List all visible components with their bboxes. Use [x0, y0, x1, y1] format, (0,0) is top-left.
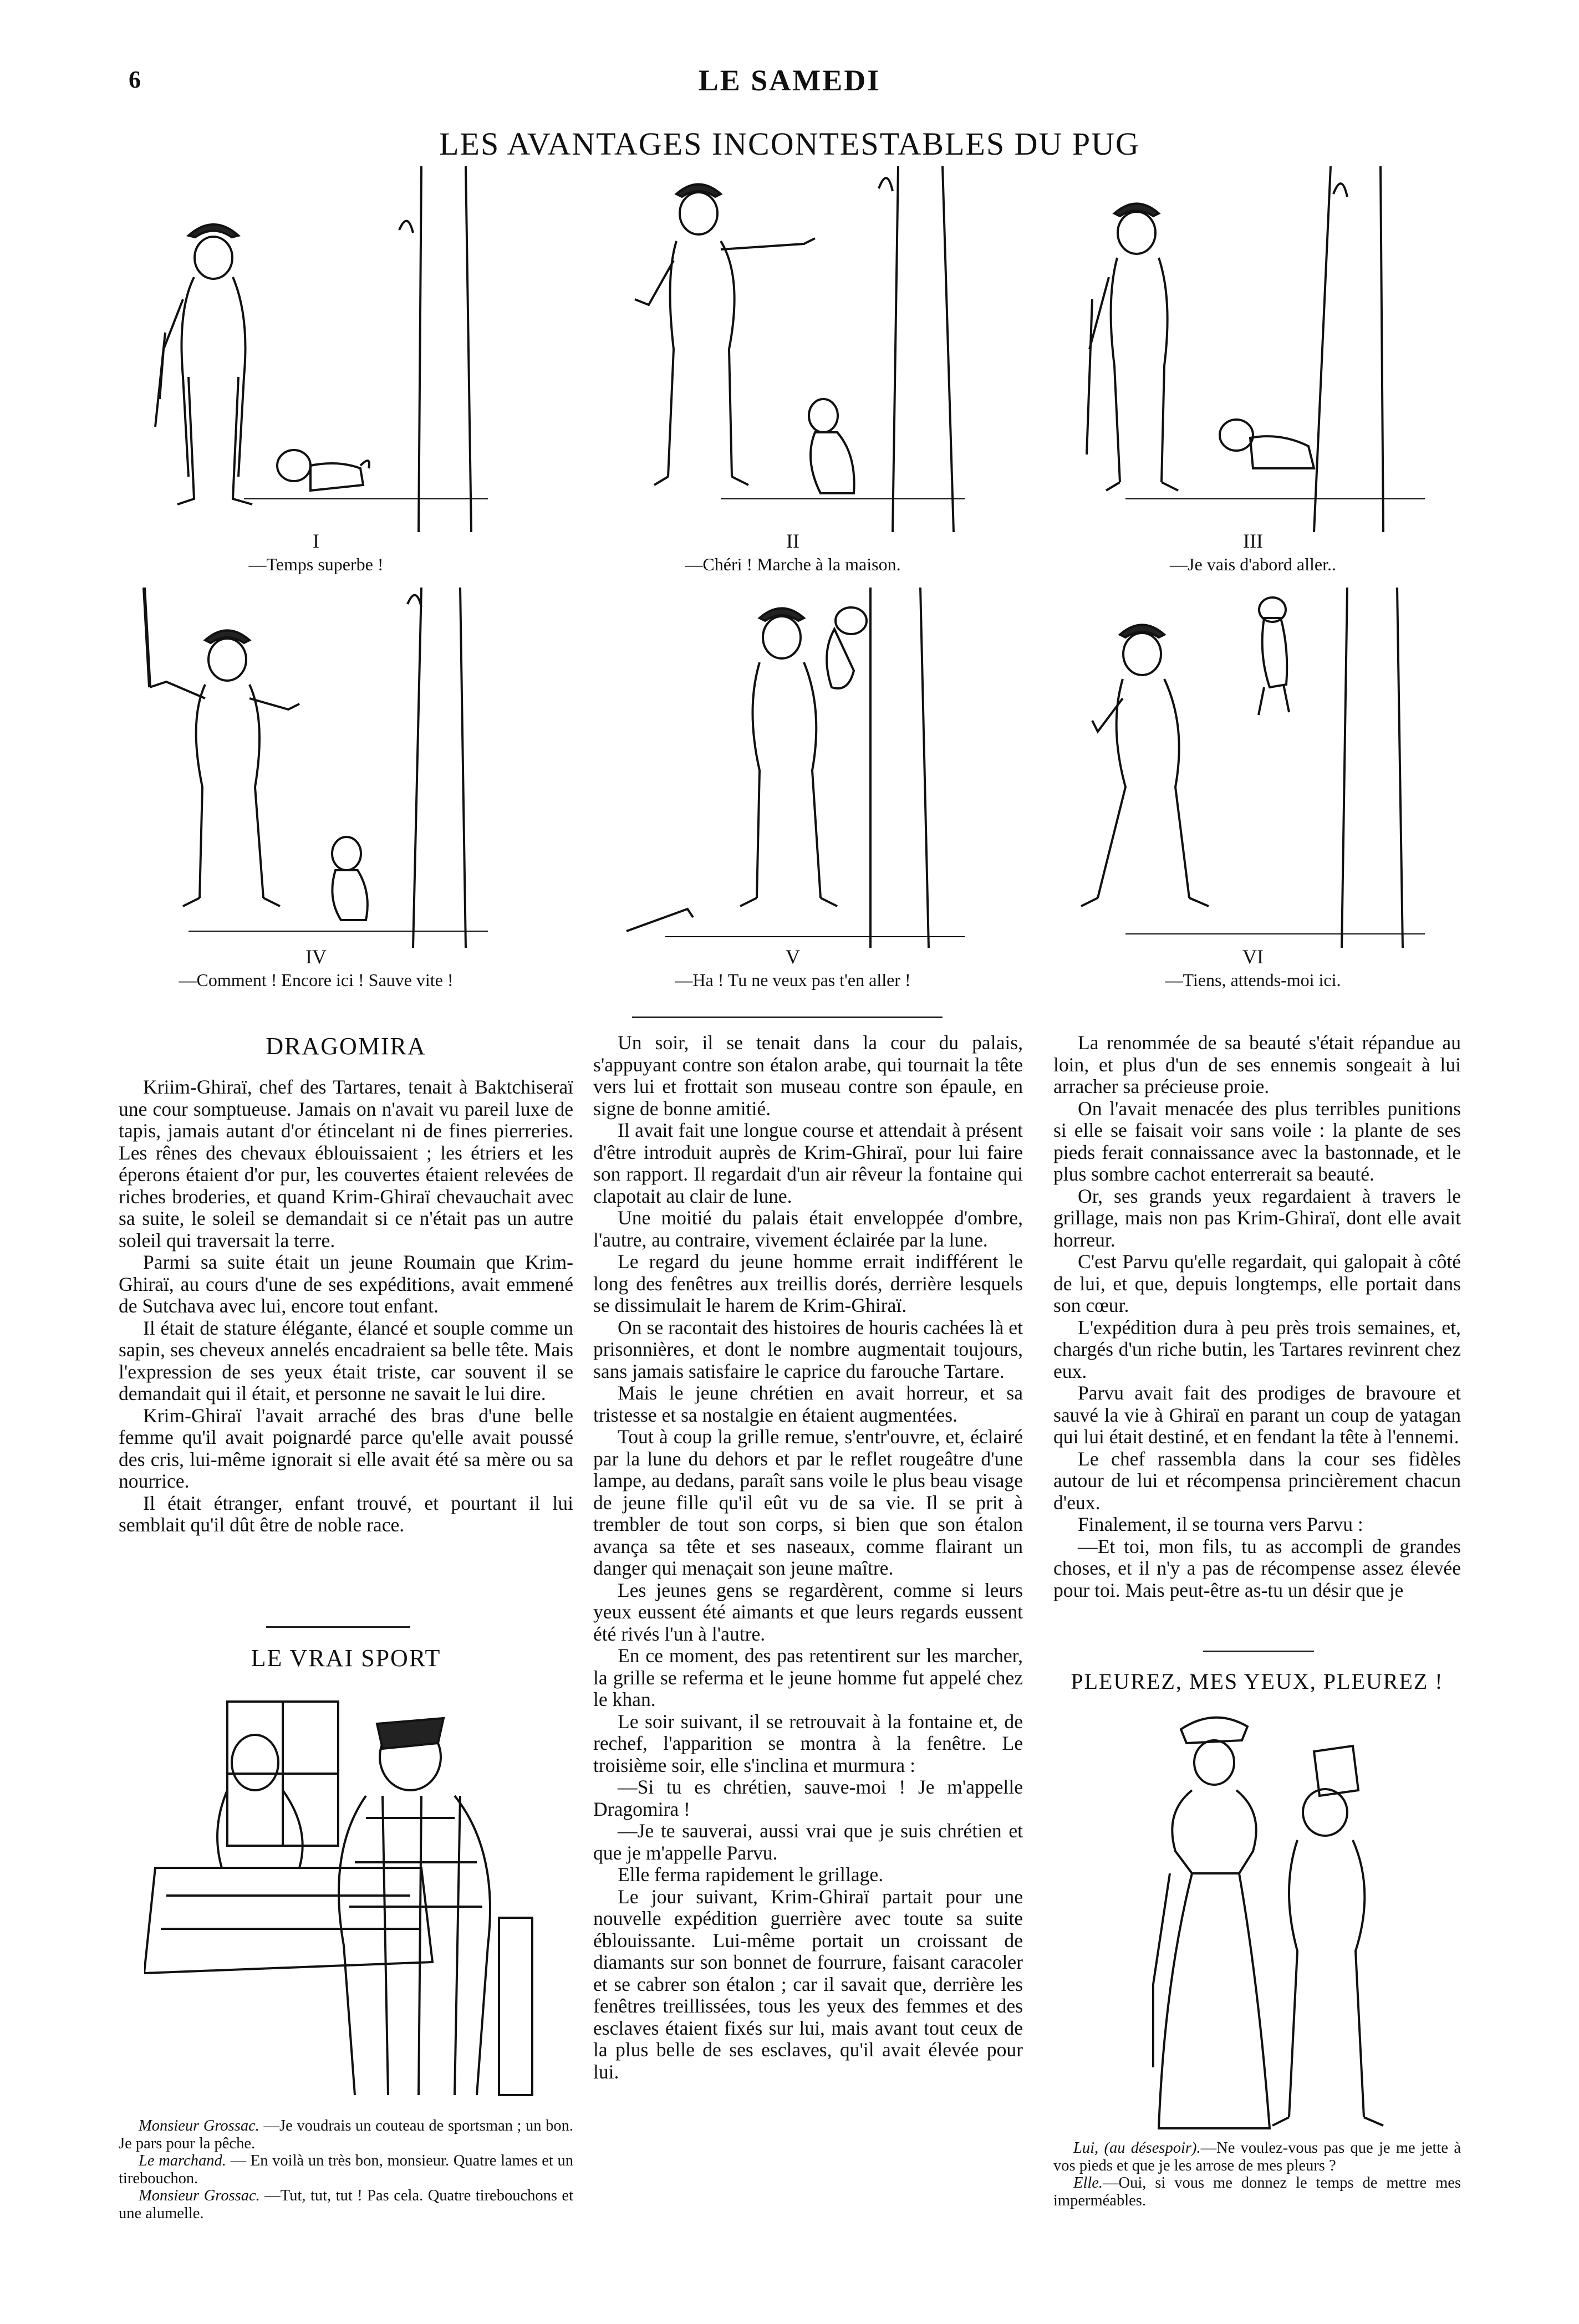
panel-4-drawing [133, 588, 499, 948]
paragraph: —Je te sauverai, aussi vrai que je suis chrétien et que je m'appelle Parvu. [593, 1820, 1023, 1864]
panel-6-drawing [1070, 588, 1436, 948]
comic-panel-2 [610, 166, 976, 574]
speaker: Monsieur Grossac. [139, 2117, 259, 2134]
speaker: Le marchand. [139, 2152, 226, 2169]
paragraph: Un soir, il se tenait dans la cour du palais, s'appuyant contre son étalon arabe, qui tournait la tête vers lui et frottait son museau contre son épaule, en signe de bonne amitié. [593, 1031, 1023, 1120]
paragraph: On l'avait menacée des plus terribles punitions si elle se faisait voir sans voile : la plante de ses pieds ferait connaissance avec la bastonnade, et le plus sombre cachot enterrerait sa beauté. [1053, 1097, 1461, 1185]
panel-5-caption: —Ha ! Tu ne veux pas t'en aller ! [675, 970, 911, 990]
panel-3-number: III [1243, 530, 1263, 552]
comic-strip-title: LES AVANTAGES INCONTESTABLES DU PUG [439, 126, 1140, 162]
story-title: DRAGOMIRA [266, 1033, 426, 1060]
stage-note: (au désespoir). [1104, 2139, 1201, 2157]
page-number: 6 [129, 66, 141, 93]
story-column-2 [593, 1032, 1023, 2083]
paragraph: Il était de stature élégante, élancé et souple comme un sapin, ses cheveux annelés encadraient sa belle tête. Mais l'expression de ses yeux était triste, car souvent il se demandait qui il était, et personne ne savait le lui dire. [119, 1316, 573, 1404]
vrai-sport-caption [119, 2117, 573, 2222]
paragraph: Mais le jeune chrétien en avait horreur, et sa tristesse et sa nostalgie en étaient augmentées. [593, 1382, 1023, 1426]
paragraph: Elle ferma rapidement le grillage. [618, 1863, 884, 1886]
paragraph: Le chef rassembla dans la cour ses fidèles autour de lui et récompensa princièrement chacun d'eux. [1053, 1447, 1461, 1514]
paragraph: Parvu avait fait des prodiges de bravoure et sauvé la vie à Ghiraï en parant un coup de yatagan qui lui était destiné, et en fendant la tête à l'ennemi. [1053, 1382, 1461, 1448]
paragraph: Les jeunes gens se regardèrent, comme si leurs yeux eussent été aimants et que leurs regards eussent été rivés l'un à l'autre. [593, 1579, 1023, 1645]
panel-2-caption: —Chéri ! Marche à la maison. [685, 554, 901, 574]
comic-panel-3 [1070, 166, 1436, 574]
paragraph: L'expédition dura à peu près trois semaines, et, chargés d'un riche butin, les Tartares revinrent chez eux. [1053, 1316, 1461, 1382]
story-column-3 [1053, 1032, 1461, 1601]
panel-5-number: V [786, 946, 800, 968]
paragraph: C'est Parvu qu'elle regardait, qui galopait à côté de lui, et que, depuis longtemps, elle portait dans son cœur. [1053, 1250, 1461, 1316]
panel-2-drawing [610, 166, 976, 532]
panel-5-drawing [610, 588, 976, 948]
dialogue: —Tut, tut, tut ! Pas cela. Quatre tirebouchons et une alumelle. [119, 2187, 573, 2222]
paragraph: Krim-Ghiraï l'avait arraché des bras d'une belle femme qu'il avait poignardé parce qu'elle avait poussé des cris, lui-même ignorait si elle avait été sa mère ou sa nourrice. [119, 1404, 573, 1492]
comic-panel-6 [1070, 588, 1436, 998]
story-column-1 [119, 1076, 573, 1536]
separator-rule [1203, 1651, 1314, 1652]
panel-1-number: I [313, 530, 319, 552]
paragraph: Tout à coup la grille remue, s'entr'ouvre, et, éclairé par la lune du dehors et par le reflet rougeâtre d'une lampe, au dedans, paraît sans voile le plus beau visage de jeune fille qu'il eût vu de sa vie. Il se prit à trembler de tout son corps, si bien que son étalon avança sa tête et ses naseaux, comme flairant un danger qui menaçait son jeune maître. [593, 1426, 1023, 1579]
comic-panel-4 [133, 588, 499, 998]
pleurez-caption [1053, 2139, 1461, 2209]
speaker: Lui, [1073, 2139, 1099, 2157]
paragraph: En ce moment, des pas retentirent sur les marcher, la grille se referma et le jeune homme fut appelé chez le khan. [593, 1644, 1023, 1710]
pleurez-illustration [1131, 1707, 1419, 2134]
paragraph: Parmi sa suite était un jeune Roumain que Krim-Ghiraï, au cours d'une de ses expéditions, avait emmené de Sutchava avec lui, encore tout enfant. [119, 1251, 573, 1317]
panel-2-number: II [786, 530, 799, 552]
vrai-sport-title: LE VRAI SPORT [251, 1644, 441, 1672]
panel-6-caption: —Tiens, attends-moi ici. [1165, 970, 1341, 990]
comic-panel-5 [610, 588, 976, 998]
paragraph: Le regard du jeune homme errait indifférent le long des fenêtres aux treillis dorés, derrière lesquels se dissimulait le harem de Krim-Ghiraï. [593, 1250, 1023, 1316]
panel-3-drawing [1070, 166, 1436, 532]
pleurez-title: PLEUREZ, MES YEUX, PLEUREZ ! [1071, 1669, 1444, 1694]
paragraph: On se racontait des histoires de houris cachées là et prisonnières, et dont le nombre augmentait toujours, sans jamais satisfaire le caprice du farouche Tartare. [593, 1316, 1023, 1382]
panel-6-number: VI [1242, 946, 1264, 968]
paragraph: Kriim-Ghiraï, chef des Tartares, tenait à Baktchiseraï une cour somptueuse. Jamais on n'avait vu pareil luxe de tapis, jamais autant d'or étincelant ni de fines pierreries. Les rênes des chevaux éblouissaient ; les étriers et les éperons étaient d'or pur, les couvertes étaient relevées de riches broderies, et quand Krim-Ghiraï chevauchait avec sa suite, le soleil se demandait si ce n'était pas un autre soleil qui traversait la terre. [119, 1076, 573, 1252]
dialogue: — En voilà un très bon, monsieur. Quatre lames et un tirebouchon. [119, 2152, 574, 2187]
dialogue: —Oui, si vous me donnez le temps de mettre mes imperméables. [1053, 2174, 1461, 2209]
comic-panel-1 [133, 166, 499, 574]
paragraph: Finalement, il se tourna vers Parvu : [1078, 1513, 1363, 1535]
panel-3-caption: —Je vais d'abord aller.. [1170, 554, 1336, 574]
separator-rule [632, 1017, 943, 1018]
panel-1-drawing [133, 166, 499, 532]
speaker: Monsieur Grossac. [139, 2187, 260, 2204]
paragraph: Le jour suivant, Krim-Ghiraï partait pour une nouvelle expédition guerrière avec toute sa suite éblouissante. Lui-même portait un croissant de diamants sur son bonnet de fourrure, faisant caracoler et se cabrer son étalon ; car il savait que, derrière les fenêtres treillissées, tous les yeux des femmes et des esclaves étaient fixés sur lui, mais avant tout ceux de la plus belle de ses esclaves, qu'il avait élevée pour lui. [593, 1885, 1023, 2083]
vrai-sport-illustration [144, 1685, 566, 2106]
paragraph: Il était étranger, enfant trouvé, et pourtant il lui semblait qu'il dût être de noble race. [119, 1492, 573, 1536]
paragraph: Le soir suivant, il se retrouvait à la fontaine et, de rechef, l'apparition se montra à la fenêtre. Le troisième soir, elle s'inclina et murmura : [593, 1710, 1023, 1776]
panel-1-caption: —Temps superbe ! [248, 554, 384, 574]
panel-4-number: IV [305, 946, 327, 968]
paragraph: Or, ses grands yeux regardaient à travers le grillage, mais non pas Krim-Ghiraï, dont elle avait horreur. [1053, 1184, 1461, 1251]
dialogue: —Ne voulez-vous pas que je me jette à vos pieds et que je les arrose de mes pleurs ? [1053, 2139, 1461, 2174]
paragraph: —Et toi, mon fils, tu as accompli de grandes choses, et il n'y a pas de récompense assez élevée pour toi. Mais peut-être as-tu un désir que je [1053, 1535, 1461, 1601]
journal-title: LE SAMEDI [698, 64, 881, 97]
paragraph: La renommée de sa beauté s'était répandue au loin, et plus d'un de ses ennemis songeait à lui arracher sa précieuse proie. [1053, 1031, 1461, 1097]
dialogue: —Je voudrais un couteau de sportsman ; un bon. Je pars pour la pêche. [119, 2117, 574, 2152]
paragraph: —Si tu es chrétien, sauve-moi ! Je m'appelle Dragomira ! [593, 1776, 1023, 1820]
separator-rule [266, 1626, 410, 1628]
speaker: Elle. [1073, 2174, 1103, 2192]
paragraph: Il avait fait une longue course et attendait à présent d'être introduit auprès de Krim-Ghiraï, pour lui faire son rapport. Il regardait d'un air rêveur la fontaine qui clapotait au clair de lune. [593, 1119, 1023, 1207]
paragraph: Une moitié du palais était enveloppée d'ombre, l'autre, au contraire, vivement éclairée par la lune. [593, 1207, 1023, 1251]
panel-4-caption: —Comment ! Encore ici ! Sauve vite ! [179, 970, 454, 990]
